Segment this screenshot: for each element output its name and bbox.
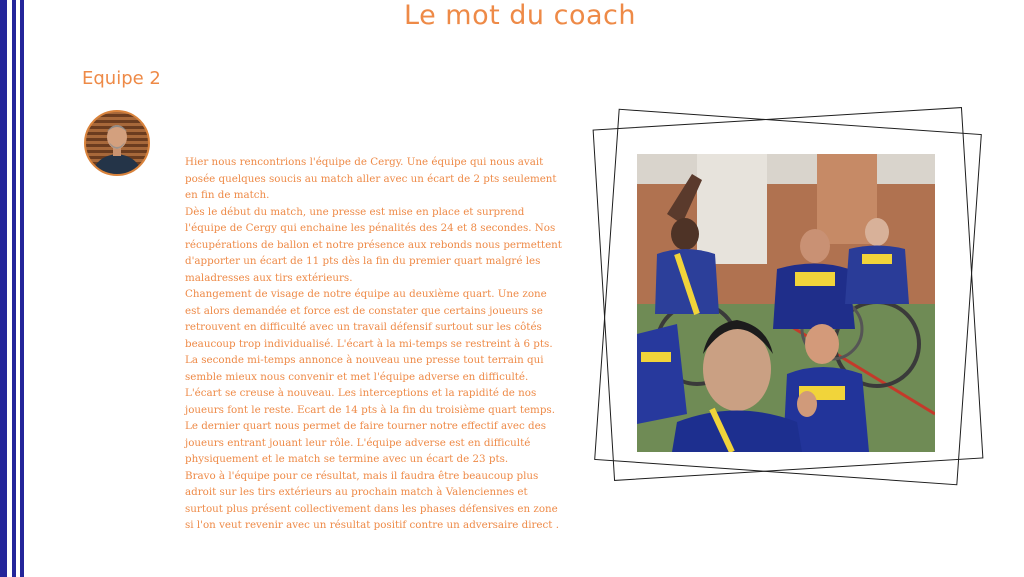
left-stripe: [0, 0, 7, 577]
article-paragraph: Dès le début du match, une presse est mise en place et surprend l'équipe de Cergy qui enchaine les pénalités des 24 et 8 secondes. Nos récupérations de ballon et notre présence aux rebonds nous permettent d'apporter un écart de 11 pts dès la fin du premier quart malgré les maladresses aux tirs extérieurs.: [185, 205, 562, 284]
left-stripe: [20, 0, 24, 577]
page-title: Le mot du coach: [404, 0, 636, 31]
team-heading: Equipe 2: [82, 68, 161, 89]
article-text: [185, 154, 565, 534]
coach-avatar: [84, 110, 150, 176]
article-paragraph: Hier nous rencontrions l'équipe de Cergy. Une équipe qui nous avait posée quelques soucis au match aller avec un écart de 2 pts seulement en fin de match.: [185, 156, 557, 201]
left-stripe: [12, 0, 16, 577]
team-photo: [637, 154, 935, 452]
article-paragraph: Changement de visage de notre équipe au deuxième quart. Une zone est alors demandée et force est de constater que certains joueurs se retrouvent en difficulté avec un travail défensif surtout sur les côtés beaucoup trop individualisé. L'écart à la mi-temps se restreint à 6 pts.: [185, 288, 553, 350]
article-paragraph: Le dernier quart nous permet de faire tourner notre effectif avec des joueurs entrant jouant leur rôle. L'équipe adverse est en difficulté physiquement et le match se termine avec un écart de 23 pts.: [185, 420, 547, 465]
article-paragraph: La seconde mi-temps annonce à nouveau une presse tout terrain qui semble mieux nous convenir et met l'équipe adverse en difficulté. L'écart se creuse à nouveau. Les interceptions et la rapidité de nos joueurs font le reste. Ecart de 14 pts à la fin du troisième quart temps.: [185, 354, 555, 416]
article-paragraph: Bravo à l'équipe pour ce résultat, mais il faudra être beaucoup plus adroit sur les tirs extérieurs au prochain match à Valenciennes et surtout plus présent collectivement dans les phases défensives en zone si l'on veut revenir avec un résultat positif contre un adversaire direct .: [185, 469, 559, 531]
